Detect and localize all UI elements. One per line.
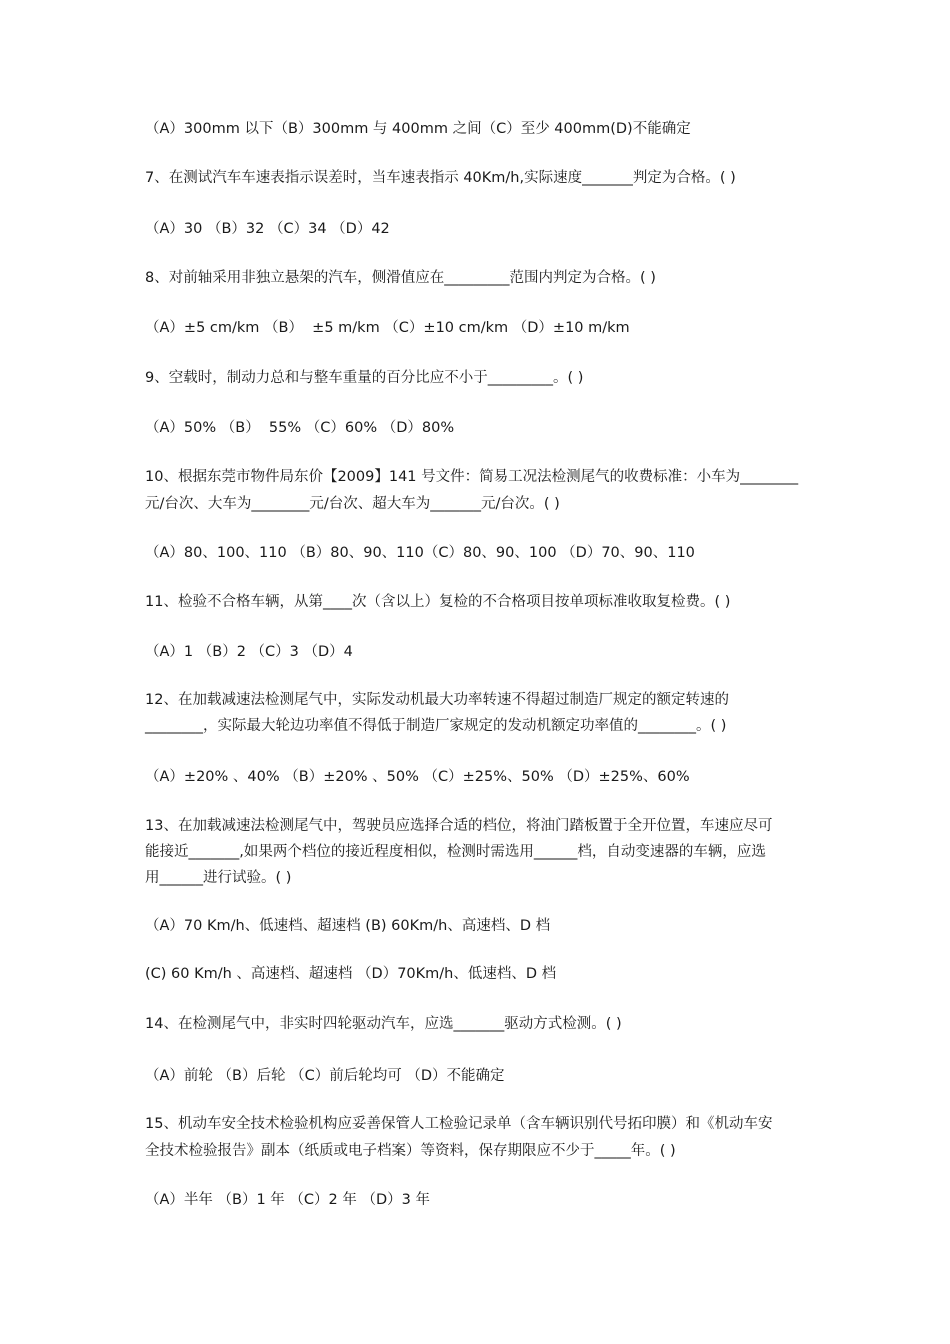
question-12-line-2: ________，实际最大轮边功率值不得低于制造厂家规定的发动机额定功率值的________。( ) <box>145 718 727 734</box>
question-9: 9、空载时，制动力总和与整车重量的百分比应不小于_________。( ) <box>145 370 584 386</box>
q12-options: （A）±20% 、40% （B）±20% 、50% （C）±25%、50% （D）±25%、60% <box>145 769 690 785</box>
question-8: 8、对前轴采用非独立悬架的汽车，侧滑值应在_________范围内判定为合格。( ) <box>145 270 656 286</box>
question-11: 11、检验不合格车辆，从第____次（含以上）复检的不合格项目按单项标准收取复检费。( ) <box>145 594 731 610</box>
q6-options: （A）300mm 以下（B）300mm 与 400mm 之间（C）至少 400mm(D)不能确定 <box>145 121 691 137</box>
question-12-line-1: 12、在加载减速法检测尾气中，实际发动机最大功率转速不得超过制造厂规定的额定转速的 <box>145 692 729 708</box>
q11-options: （A）1 （B）2 （C）3 （D）4 <box>145 644 353 660</box>
question-13-line-2: 能接近_______,如果两个档位的接近程度相似，检测时需选用______档，自动变速器的车辆，应选 <box>145 844 766 860</box>
q15-options: （A）半年 （B）1 年 （C）2 年 （D）3 年 <box>145 1192 430 1208</box>
question-10-line-2: 元/台次、大车为________元/台次、超大车为_______元/台次。( ) <box>145 496 560 512</box>
question-14: 14、在检测尾气中，非实时四轮驱动汽车，应选_______驱动方式检测。( ) <box>145 1016 622 1032</box>
q10-options: （A）80、100、110 （B）80、90、110（C）80、90、100 （D）70、90、110 <box>145 545 695 561</box>
q14-options: （A）前轮 （B）后轮 （C）前后轮均可 （D）不能确定 <box>145 1068 505 1084</box>
q7-options: （A）30 （B）32 （C）34 （D）42 <box>145 221 390 237</box>
q8-options: （A）±5 cm/km （B） ±5 m/km （C）±10 cm/km （D）±10 m/km <box>145 320 630 336</box>
question-13-line-3: 用______进行试验。( ) <box>145 870 292 886</box>
question-15-line-1: 15、机动车安全技术检验机构应妥善保管人工检验记录单（含车辆识别代号拓印膜）和《机动车安 <box>145 1116 773 1132</box>
q13-options-1: （A）70 Km/h、低速档、超速档 (B) 60Km/h、高速档、D 档 <box>145 918 551 934</box>
question-15-line-2: 全技术检验报告》副本（纸质或电子档案）等资料，保存期限应不少于_____年。( ) <box>145 1143 676 1159</box>
question-7: 7、在测试汽车车速表指示误差时，当车速表指示 40Km/h,实际速度_______判定为合格。( ) <box>145 170 736 186</box>
question-13-line-1: 13、在加载减速法检测尾气中，驾驶员应选择合适的档位，将油门踏板置于全开位置，车速应尽可 <box>145 818 773 834</box>
q9-options: （A）50% （B） 55% （C）60% （D）80% <box>145 420 455 436</box>
q13-options-2: (C) 60 Km/h 、高速档、超速档 （D）70Km/h、低速档、D 档 <box>145 966 557 982</box>
question-10-line-1: 10、根据东莞市物件局东价【2009】141 号文件：简易工况法检测尾气的收费标准：小车为________ <box>145 469 799 485</box>
